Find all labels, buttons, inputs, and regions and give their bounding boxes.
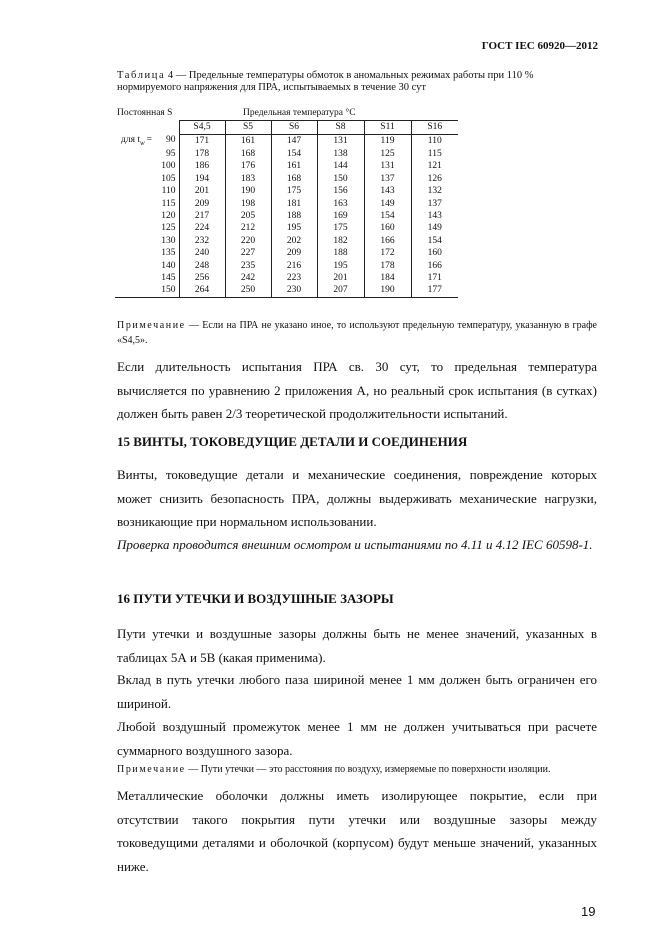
table-row: [115, 248, 458, 260]
table-cell: 242: [225, 272, 271, 284]
row-temperature: 100: [161, 161, 176, 172]
table-cell: 195: [317, 260, 364, 272]
row-label: [115, 248, 179, 260]
table-row: [115, 135, 458, 149]
section-16-paragraph-3: Любой воздушный промежуток менее 1 мм не должен учитываться при расчете суммарного воздушного зазора.: [117, 719, 597, 758]
table-cell: 143: [364, 186, 411, 198]
row-label: [115, 148, 179, 160]
table-caption-text: 4 — Предельные температуры обмоток в аномальных режимах работы при 110 % нормируемого напряжения для ПРА, испытываемых в течение 30 сут: [117, 70, 534, 93]
table-cell: 147: [271, 135, 317, 149]
table-row: [115, 272, 458, 284]
row-label: [115, 285, 179, 298]
table-cell: 171: [179, 135, 225, 149]
table-cell: 161: [271, 161, 317, 173]
row-label: [115, 186, 179, 198]
table-cell: 166: [427, 260, 442, 271]
table-row: [115, 210, 458, 222]
table-cell: 171: [427, 272, 442, 283]
table-cell: 201: [179, 186, 225, 198]
table-row: [115, 186, 458, 198]
table-cell: 168: [271, 173, 317, 185]
table-cell: 132: [427, 186, 442, 197]
table-cell: 190: [225, 186, 271, 198]
table-cell: 169: [317, 210, 364, 222]
table-cell: 205: [225, 210, 271, 222]
column-header: S6: [271, 121, 317, 135]
section-16-paragraph-2: Вклад в путь утечки любого паза шириной менее 1 мм должен быть ограничен его шириной.: [117, 672, 597, 711]
table-cell: 209: [179, 198, 225, 210]
table-cell: 131: [317, 135, 364, 149]
table-row: [115, 161, 458, 173]
table-cell: 216: [271, 260, 317, 272]
row-temperature: 95: [166, 149, 176, 160]
note-label: Примечание: [117, 320, 186, 331]
row-label: [115, 173, 179, 185]
column-header: S4,5: [179, 121, 225, 135]
section-16-paragraph-1: Пути утечки и воздушные зазоры должны быть не менее значений, указанных в таблицах 5А и 5В (какая применима).: [117, 626, 597, 665]
document-header: ГОСТ IEC 60920—2012: [481, 40, 598, 52]
table-cell: 186: [179, 161, 225, 173]
table-row: [115, 235, 458, 247]
row-label: [115, 260, 179, 272]
table-cell: 188: [271, 210, 317, 222]
table-cell: 163: [317, 198, 364, 210]
table-cell: 264: [179, 285, 225, 298]
row-temperature: 120: [161, 211, 176, 222]
row-temperature: 125: [161, 223, 176, 234]
table-cell: 207: [317, 285, 364, 298]
table-row: [115, 148, 458, 160]
table-cell: 201: [317, 272, 364, 284]
section-15-check: Проверка проводится внешним осмотром и испытаниями по 4.11 и 4.12 IEC 60598-1.: [117, 537, 593, 552]
section-16-note-label: Примечание: [117, 764, 186, 775]
row-temperature: 140: [161, 260, 176, 271]
table-cell: 166: [364, 235, 411, 247]
table-cell: 212: [225, 223, 271, 235]
temperature-table: [115, 106, 458, 298]
table-cell: 110: [427, 136, 442, 147]
row-label: [115, 198, 179, 210]
table-cell: 235: [225, 260, 271, 272]
column-header: S11: [364, 121, 411, 135]
row-label: [115, 223, 179, 235]
section-16-paragraph-4: Металлические оболочки должны иметь изолирующее покрытие, если при отсутствии такого покрытия пути утечки или воздушные зазоры между токоведущими деталями и оболочкой (корпусом) будут меньше значений, указанных ниже.: [117, 788, 597, 874]
section-15-title: 15 ВИНТЫ, ТОКОВЕДУЩИЕ ДЕТАЛИ И СОЕДИНЕНИЯ: [117, 434, 468, 449]
table-cell: 220: [225, 235, 271, 247]
table-cell: 160: [427, 248, 442, 259]
table-cell: 119: [364, 135, 411, 149]
table-cell: 131: [364, 161, 411, 173]
table-cell: 209: [271, 248, 317, 260]
table-row: [115, 198, 458, 210]
table-title-row: [115, 106, 458, 121]
column-header-row: [115, 121, 458, 135]
column-header: S16: [411, 121, 458, 135]
row-temperature: 145: [161, 272, 176, 283]
section-16-title: 16 ПУТИ УТЕЧКИ И ВОЗДУШНЫЕ ЗАЗОРЫ: [117, 591, 394, 606]
table-cell: 195: [271, 223, 317, 235]
table-cell: 154: [271, 148, 317, 160]
row-label: [115, 210, 179, 222]
table-cell: 172: [364, 248, 411, 260]
table-cell: 149: [364, 198, 411, 210]
table-cell: 177: [411, 285, 458, 298]
table-cell: 240: [179, 248, 225, 260]
row-temperature: 150: [161, 285, 176, 296]
row-label: [115, 272, 179, 284]
table-row: [115, 173, 458, 185]
table-cell: 137: [364, 173, 411, 185]
row-temperature: 115: [161, 198, 176, 209]
column-header: S8: [317, 121, 364, 135]
table-cell: 230: [271, 285, 317, 298]
section-16-note-text: — Пути утечки — это расстояния по воздуху, измеряемые по поверхности изоляции.: [185, 764, 551, 775]
table-cell: 125: [364, 148, 411, 160]
row-temperature: 105: [161, 173, 176, 184]
table-cell: 178: [179, 148, 225, 160]
row-label: [115, 235, 179, 247]
row-temperature: 110: [161, 186, 176, 197]
table-cell: 217: [179, 210, 225, 222]
table-cell: 144: [317, 161, 364, 173]
table-cell: 248: [179, 260, 225, 272]
row-label: [115, 161, 179, 173]
section-16-note: [117, 764, 551, 775]
table-cell: 138: [317, 148, 364, 160]
table-cell: 181: [271, 198, 317, 210]
table-cell: 190: [364, 285, 411, 298]
row-prefix: для $t_w$ =: [121, 134, 152, 147]
table-cell: 160: [364, 223, 411, 235]
table-cell: 182: [317, 235, 364, 247]
table-caption-label: Таблица: [117, 70, 166, 81]
table-cell: 250: [225, 285, 271, 298]
table-cell: 150: [317, 173, 364, 185]
table-cell: 121: [427, 161, 442, 172]
table-note: [117, 318, 597, 348]
table-caption: [117, 70, 587, 94]
table-cell: 137: [427, 198, 442, 209]
page-number: 19: [581, 904, 596, 919]
table-cell: 178: [364, 260, 411, 272]
table-row: [115, 223, 458, 235]
table-cell: 115: [427, 149, 442, 160]
table-cell: 198: [225, 198, 271, 210]
row-temperature: 135: [161, 248, 176, 259]
table-cell: 143: [427, 211, 442, 222]
constant-s-header: Постоянная S: [117, 107, 173, 118]
table-cell: 154: [427, 235, 442, 246]
paragraph-test-duration: Если длительность испытания ПРА св. 30 сут, то предельная температура вычисляется по уравнению 2 приложения А, но реальный срок испытания (в сутках) должен быть равен 2/3 теоретической продолжительности испытаний.: [117, 359, 597, 421]
table-cell: 202: [271, 235, 317, 247]
table-cell: 223: [271, 272, 317, 284]
table-cell: 227: [225, 248, 271, 260]
column-header: S5: [225, 121, 271, 135]
section-15-paragraph: Винты, токоведущие детали и механические соединения, повреждение которых может снизить безопасность ПРА, должны выдерживать механические нагрузки, возникающие при нормальном использовании.: [117, 467, 597, 529]
table-cell: 149: [427, 223, 442, 234]
table-cell: 224: [179, 223, 225, 235]
table-cell: 194: [179, 173, 225, 185]
table-cell: 175: [317, 223, 364, 235]
table-cell: 161: [225, 135, 271, 149]
table-cell: 168: [225, 148, 271, 160]
limit-temperature-header: Предельная температура °С: [243, 107, 356, 118]
row-temperature: 90: [166, 134, 176, 145]
table-cell: 126: [427, 173, 442, 184]
table-row: [115, 285, 458, 298]
table-cell: 188: [317, 248, 364, 260]
table-cell: 154: [364, 210, 411, 222]
table-row: [115, 260, 458, 272]
note-text: — Если на ПРА не указано иное, то используют предельную температуру, указанную в графе «S4,5».: [117, 320, 597, 346]
table-cell: 175: [271, 186, 317, 198]
row-temperature: 130: [161, 235, 176, 246]
table-cell: 232: [179, 235, 225, 247]
table-cell: 256: [179, 272, 225, 284]
table-cell: 183: [225, 173, 271, 185]
table-cell: 176: [225, 161, 271, 173]
table-cell: 156: [317, 186, 364, 198]
table-cell: 184: [364, 272, 411, 284]
row-label: [115, 135, 179, 149]
